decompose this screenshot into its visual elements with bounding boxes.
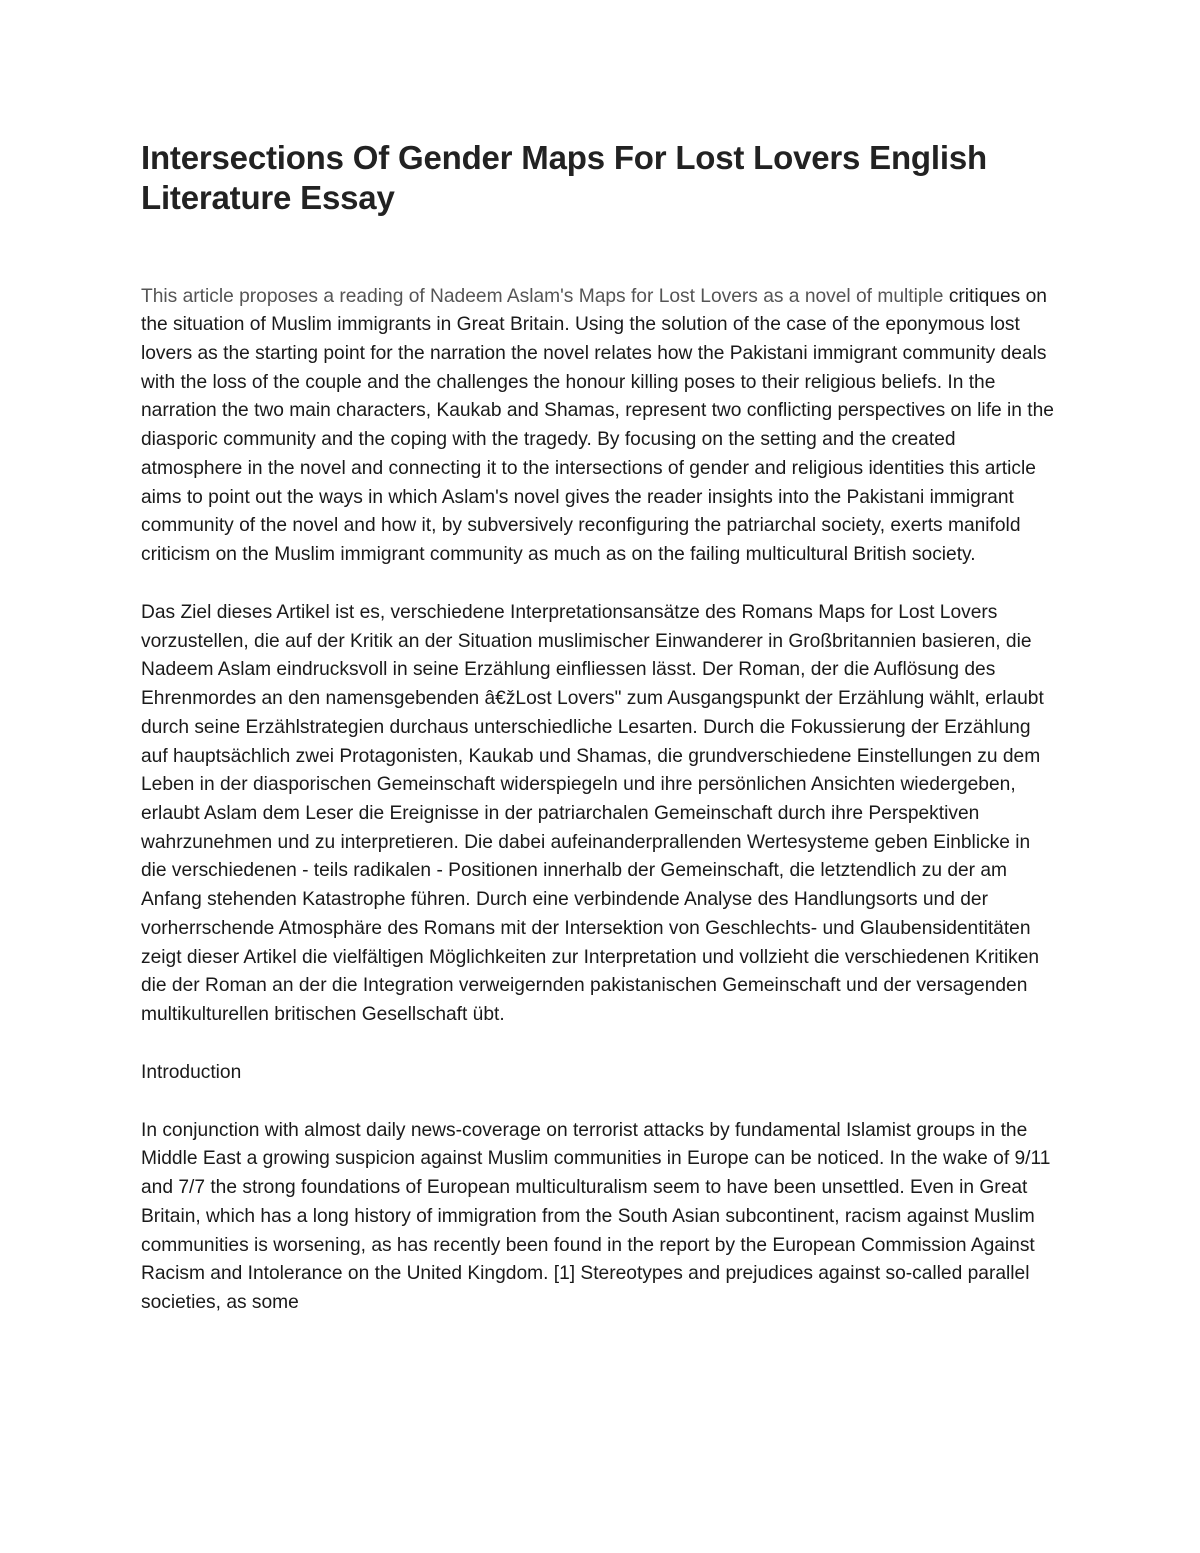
abstract-english bbox=[141, 283, 1059, 570]
introduction-paragraph: In conjunction with almost daily news-coverage on terrorist attacks by fundamental Islamist groups in the Middle East a growing suspicion against Muslim communities in Europe can be noticed. In the wake of 9/11 and 7/7 the strong foundations of European multiculturalism seem to have been unsettled. Even in Great Britain, which has a long history of immigration from the South Asian subcontinent, racism against Muslim communities is worsening, as has recently been found in the report by the European Commission Against Racism and Intolerance on the United Kingdom. [1] Stereotypes and prejudices against so-called parallel societies, as some bbox=[141, 1119, 1051, 1313]
abstract-english-body: critiques on the situation of Muslim immigrants in Great Britain. Using the solution of the case of the eponymous lost lovers as the starting point for the narration the novel relates how the Pakistani immigrant community deals with the loss of the couple and the challenges the honour killing poses to their religious beliefs. In the narration the two main characters, Kaukab and Shamas, represent two conflicting perspectives on life in the diasporic community and the coping with the tragedy. By focusing on the setting and the created atmosphere in the novel and connecting it to the intersections of gender and religious identities this article aims to point out the ways in which Aslam's novel gives the reader insights into the Pakistani immigrant community of the novel and how it, by subversively reconfiguring the patriarchal society, exerts manifold criticism on the Muslim immigrant community as much as on the failing multicultural British society. bbox=[141, 285, 1054, 566]
section-heading-introduction: Introduction bbox=[141, 1061, 242, 1083]
abstract-german: Das Ziel dieses Artikel ist es, verschiedene Interpretationsansätze des Romans Maps for Lost Lovers vorzustellen, die auf der Kritik an der Situation muslimischer Einwanderer in Großbritannien basieren, die Nadeem Aslam eindrucksvoll in seine Erzählung einfliessen lässt. Der Roman, der die Auflösung des Ehrenmordes an den namensgebenden â€žLost Lovers" zum Ausgangspunkt der Erzählung wählt, erlaubt durch seine Erzählstrategien durchaus unterschiedliche Lesarten. Durch die Fokussierung der Erzählung auf hauptsächlich zwei Protagonisten, Kaukab und Shamas, die grundverschiedene Einstellungen zu dem Leben in der diasporischen Gemeinschaft widerspiegeln und ihre persönlichen Ansichten wiedergeben, erlaubt Aslam dem Leser die Ereignisse in der patriarchalen Gemeinschaft durch ihre Perspektiven wahrzunehmen und zu interpretieren. Die dabei aufeinanderprallenden Wertesysteme geben Einblicke in die verschiedenen - teils radikalen - Positionen innerhalb der Gemeinschaft, die letztendlich zu der am Anfang stehenden Katastrophe führen. Durch eine verbindende Analyse des Handlungsorts und der vorherrschende Atmosphäre des Romans mit der Intersektion von Geschlechts- und Glaubensidentitäten zeigt dieser Artikel die vielfältigen Möglichkeiten zur Interpretation und vollzieht die verschiedenen Kritiken die der Roman an der die Integration verweigernden pakistanischen Gemeinschaft und der versagenden multikulturellen britischen Gesellschaft übt. bbox=[141, 601, 1044, 1026]
document-page bbox=[141, 138, 1059, 1318]
abstract-english-first-line: This article proposes a reading of Nadeem Aslam's Maps for Lost Lovers as a novel of multiple bbox=[141, 285, 944, 307]
document-title: Intersections Of Gender Maps For Lost Lovers English Literature Essay bbox=[141, 139, 987, 217]
